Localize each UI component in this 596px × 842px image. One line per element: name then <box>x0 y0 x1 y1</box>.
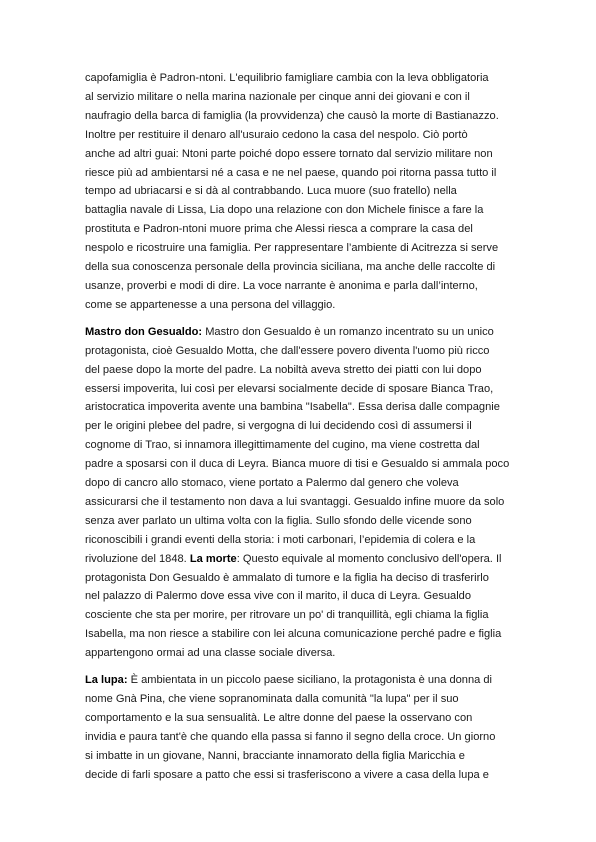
text-line <box>85 258 515 277</box>
bold-heading: La lupa: <box>85 674 128 687</box>
bold-heading: La morte <box>189 552 237 565</box>
text-line <box>85 512 515 531</box>
text-line <box>85 398 515 417</box>
text-segment: anche ad altri guai: Ntoni parte poiché dopo essere tornato dal servizio militare non <box>85 147 493 160</box>
text-segment: prostituta e Padron-ntoni muore prima che Alessi riesca a comprare la casa del <box>85 223 473 236</box>
text-line <box>85 342 515 361</box>
text-line <box>85 728 515 747</box>
text-segment: cosciente che sta per morire, per ritrovare un po' di tranquillità, egli chiama la figlia <box>85 609 489 622</box>
text-segment: si imbatte in un giovane, Nanni, bracciante innamorato della figlia Maricchia e <box>85 749 465 762</box>
text-segment: nel palazzo di Palermo dove essa vive con il marito, il duca di Leyra. Gesualdo <box>85 590 472 603</box>
text-line <box>85 323 515 342</box>
text-segment: per le origini plebee del padre, si vergogna di lui decidendo così di assumersi il <box>85 420 472 433</box>
text-segment: tempo ad ubriacarsi e si dà al contrabbando. Luca muore (suo fratello) nella <box>85 185 457 198</box>
text-segment: della sua conoscenza personale della provincia siciliana, ma anche delle raccolte di <box>85 261 496 274</box>
text-segment: Isabella, ma non riesce a stabilire con lei alcuna comunicazione perché padre e figlia <box>85 628 502 641</box>
text-segment: comportamento e la sua sensualità. Le altre donne del paese la osservano con <box>85 711 473 724</box>
text-segment: senza aver parlato un ultima volta con la figlia. Sullo sfondo delle vicende sono <box>85 514 472 527</box>
text-segment: come se appartenesse a una persona del villaggio. <box>85 298 336 311</box>
text-line <box>85 380 515 399</box>
text-line <box>85 766 515 785</box>
paragraph-p3 <box>85 671 515 784</box>
text-segment: riesce più ad ambientarsi né a casa e ne nel paese, quando poi ritorna passa tutto il <box>85 166 497 179</box>
text-line <box>85 239 515 258</box>
text-line <box>85 493 515 512</box>
bold-heading: Mastro don Gesualdo: <box>85 325 203 338</box>
text-line <box>85 474 515 493</box>
text-segment: aristocratica impoverita avente una bambina "Isabella". Essa derisa dalle compagnie <box>85 401 500 414</box>
text-segment: del paese dopo la morte del padre. La nobiltà aveva stretto dei piatti con lui dopo <box>85 363 482 376</box>
text-line <box>85 69 515 88</box>
text-segment: invidia e paura tant'è che quando ella passa si fanno il segno della croce. Un giorno <box>85 730 496 743</box>
text-line <box>85 747 515 766</box>
paragraph-p2 <box>85 323 515 663</box>
text-segment: usanze, proverbi e modi di dire. La voce narrante è anonima e parla dall’interno, <box>85 279 478 292</box>
text-line <box>85 164 515 183</box>
text-line <box>85 587 515 606</box>
text-line <box>85 569 515 588</box>
text-segment: Mastro don Gesualdo è un romanzo incentrato su un unico <box>202 325 494 338</box>
text-segment: cognome di Trao, si innamora illegittimamente del cugino, ma viene costretta dal <box>85 439 480 452</box>
text-line <box>85 690 515 709</box>
text-segment: protagonista Don Gesualdo è ammalato di tumore e la figlia ha deciso di trasferirlo <box>85 571 489 584</box>
text-line <box>85 606 515 625</box>
text-line <box>85 550 515 569</box>
text-segment: nespolo e ricostruire una famiglia. Per rappresentare l’ambiente di Acitrezza si serve <box>85 242 499 255</box>
text-segment: decide di farli sposare a patto che essi si trasferiscono a vivere a casa della lupa e <box>85 768 489 781</box>
text-line <box>85 671 515 690</box>
text-line <box>85 220 515 239</box>
text-segment: Inoltre per restituire il denaro all'usuraio cedono la casa del nespolo. Ciò portò <box>85 128 468 141</box>
text-segment: al servizio militare o nella marina nazionale per cinque anni dei giovani e con il <box>85 90 470 103</box>
text-line <box>85 88 515 107</box>
text-line <box>85 277 515 296</box>
text-line <box>85 126 515 145</box>
text-line <box>85 455 515 474</box>
text-segment: padre a sposarsi con il duca di Leyra. Bianca muore di tisi e Gesualdo si ammala poco <box>85 458 510 471</box>
text-segment: protagonista, cioè Gesualdo Motta, che dall'essere povero diventa l'uomo più ricco <box>85 344 490 357</box>
text-line <box>85 531 515 550</box>
text-segment: È ambientata in un piccolo paese siciliano, la protagonista è una donna di <box>127 674 493 687</box>
text-segment: battaglia navale di Lissa, Lia dopo una relazione con don Michele finisce a fare la <box>85 204 484 217</box>
text-segment: capofamiglia è Padron-ntoni. L'equilibrio famigliare cambia con la leva obbligatoria <box>85 72 489 84</box>
text-segment: appartengono ormai ad una classe sociale diversa. <box>85 647 336 660</box>
text-line <box>85 709 515 728</box>
text-line <box>85 417 515 436</box>
text-segment: dopo di cancro allo stomaco, viene portato a Palermo dal genero che voleva <box>85 477 459 490</box>
text-line <box>85 182 515 201</box>
text-segment: rivoluzione del 1848. <box>85 552 190 565</box>
text-line <box>85 625 515 644</box>
text-line <box>85 107 515 126</box>
text-line <box>85 436 515 455</box>
text-segment: essersi impoverita, lui così per elevarsi socialmente decide di sposare Bianca Trao, <box>85 382 494 395</box>
text-line <box>85 296 515 315</box>
text-line <box>85 145 515 164</box>
text-segment: : Questo equivale al momento conclusivo dell'opera. Il <box>236 552 502 565</box>
text-line <box>85 361 515 380</box>
text-line <box>85 201 515 220</box>
text-line <box>85 644 515 663</box>
text-segment: riconoscibili i grandi eventi della storia: i moti carbonari, l’epidemia di colera e la <box>85 533 476 546</box>
text-segment: naufragio della barca di famiglia (la provvidenza) che causò la morte di Bastianazzo. <box>85 109 499 122</box>
text-segment: nome Gnà Pina, che viene sopranominata dalla comunità "la lupa" per il suo <box>85 693 459 705</box>
document-body <box>85 69 515 793</box>
text-segment: assicurarsi che il testamento non dava a lui svantaggi. Gesualdo infine muore da solo <box>85 495 505 508</box>
paragraph-p1 <box>85 69 515 315</box>
